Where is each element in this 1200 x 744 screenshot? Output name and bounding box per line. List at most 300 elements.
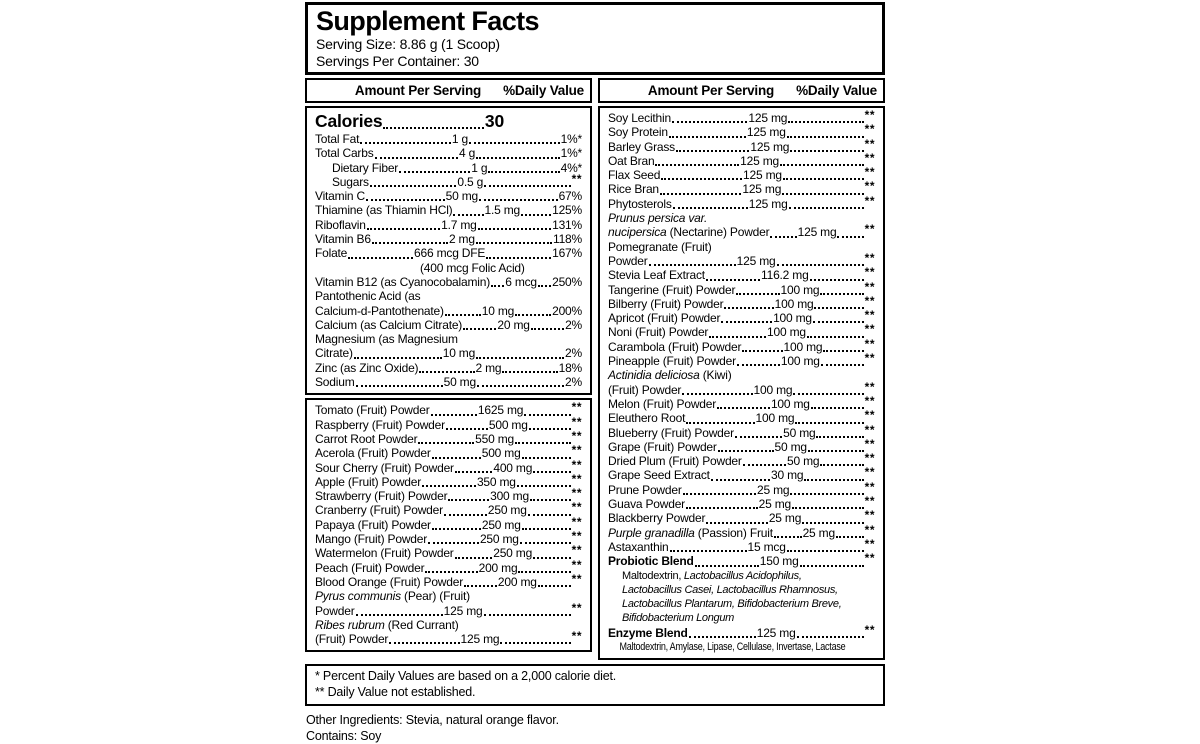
nutrient-name	[608, 440, 717, 454]
nutrient-amount: 100 mg	[783, 339, 823, 354]
nutrient-row	[315, 571, 583, 589]
ingredient-name-text: Calcium (as Calcium Citrate)	[315, 317, 463, 332]
nutrient-row	[608, 308, 875, 326]
fruit-powders-box	[305, 398, 592, 652]
dot-leader	[836, 536, 864, 538]
ingredient-name-text: Total Carbs	[315, 146, 374, 161]
dot-leader	[737, 364, 780, 366]
dot-leader	[500, 642, 570, 644]
dot-leader	[780, 164, 864, 166]
nutrient-name	[315, 561, 424, 575]
nutrient-daily-value: 67%	[558, 189, 582, 204]
ingredient-name-italic: Lactobacillus Casei, Lactobacillus Rhamnosus,	[622, 583, 838, 596]
nutrient-daily-value: 18%	[558, 360, 583, 375]
ingredient-name-italic: Purple granadilla	[608, 525, 695, 540]
nutrient-daily-value: **	[864, 494, 875, 509]
nutrient-name	[315, 418, 445, 432]
nutrient-row	[608, 165, 875, 183]
dot-leader	[517, 485, 571, 487]
nutrient-amount: 250 mg	[487, 503, 527, 518]
nutrient-daily-value: **	[864, 408, 875, 423]
nutrient-name	[608, 526, 773, 540]
dot-leader	[672, 121, 747, 123]
dot-leader	[453, 214, 483, 216]
nutrient-amount: 1625 mg	[477, 403, 524, 418]
nutrient-amount: 125 mg	[460, 632, 500, 647]
nutrient-row	[608, 622, 876, 640]
nutrient-daily-value: **	[864, 265, 875, 280]
nutrient-name	[315, 503, 443, 517]
dot-leader	[670, 550, 747, 552]
nutrient-name-line	[608, 240, 875, 254]
ingredient-name-text: Powder	[608, 253, 648, 268]
nutrient-amount: 30	[484, 111, 504, 131]
ingredient-name-text: (Fruit) Powder	[315, 632, 389, 647]
ingredient-name-text: Sugars	[332, 174, 369, 189]
ingredient-name-text: Stevia Leaf Extract	[608, 268, 705, 283]
nutrient-name	[315, 361, 418, 375]
ingredient-name-text: Maltodextrin,	[622, 569, 684, 582]
nutrient-name	[608, 483, 682, 497]
dot-leader	[823, 350, 863, 352]
nutrient-daily-value: **	[571, 414, 583, 429]
nutrient-amount: 100 mg	[780, 282, 820, 297]
nutrient-row	[608, 250, 876, 268]
nutrient-row	[315, 414, 583, 432]
nutrient-daily-value: 125%	[552, 203, 583, 218]
nutrient-daily-value: **	[571, 443, 582, 458]
ingredient-name-text: Calories	[315, 111, 383, 131]
ingredient-name-italic: Actinidia deliciosa	[608, 368, 700, 383]
dot-leader	[709, 336, 766, 338]
nutrient-amount: 50 mg	[787, 454, 820, 469]
nutrient-name	[315, 146, 374, 160]
dot-leader	[502, 371, 557, 373]
dot-leader	[375, 157, 459, 159]
dot-leader	[782, 193, 863, 195]
nutrient-row	[608, 465, 875, 483]
ingredient-name-text: Prune Powder	[608, 482, 682, 497]
dot-leader	[432, 528, 481, 530]
dot-leader	[655, 164, 739, 166]
nutrient-row	[315, 600, 583, 618]
ingredient-name-text: Raspberry (Fruit) Powder	[315, 417, 445, 432]
nutrient-amount: 25 mg	[802, 525, 835, 540]
dot-leader	[360, 142, 451, 144]
nutrient-daily-value: **	[571, 514, 582, 529]
dot-leader	[476, 357, 564, 359]
contains-statement: Contains: Soy	[306, 729, 382, 744]
nutrient-name	[608, 154, 654, 168]
ingredient-name-text: Folate	[315, 246, 348, 261]
nutrient-row	[608, 436, 875, 454]
nutrient-amount: 125 mg	[746, 125, 786, 140]
nutrient-name	[315, 604, 355, 618]
dot-leader	[721, 321, 772, 323]
nutrient-name	[315, 275, 490, 289]
dot-leader	[777, 264, 864, 266]
ingredient-name-text: Magnesium (as Magnesium	[315, 332, 458, 347]
dot-leader	[432, 457, 481, 459]
dot-leader	[455, 557, 493, 559]
nutrient-name	[608, 111, 671, 125]
ingredient-name-text: (Kiwi)	[699, 368, 732, 383]
nutrient-amount: 116.2 mg	[761, 268, 809, 283]
nutrient-row	[608, 393, 875, 411]
dot-leader	[682, 393, 752, 395]
nutrient-row	[608, 551, 875, 569]
dot-leader	[389, 642, 459, 644]
columns	[305, 78, 885, 660]
ingredient-name-text: Noni (Fruit) Powder	[608, 325, 709, 340]
nutrient-row	[315, 375, 582, 389]
nutrient-daily-value: 250%	[552, 274, 583, 289]
nutrient-row	[608, 408, 875, 426]
nutrient-name	[608, 397, 716, 411]
nutrient-daily-value: 2%	[565, 375, 582, 390]
nutrient-name	[315, 232, 371, 246]
nutrient-row	[315, 457, 583, 475]
ingredient-name-text: Grape (Fruit) Powder	[608, 439, 717, 454]
nutrient-name	[315, 489, 447, 503]
nutrient-row	[315, 486, 583, 504]
nutrient-name-line	[315, 332, 582, 346]
nutrient-row	[608, 422, 876, 440]
ingredient-name-text: Watermelon (Fruit) Powder	[315, 546, 454, 561]
dot-leader	[800, 565, 864, 567]
nutrient-daily-value: **	[864, 508, 876, 523]
footnote-dv-not-established: ** Daily Value not established.	[315, 684, 476, 699]
nutrient-name	[315, 246, 347, 260]
nutrient-amount: 50 mg	[783, 425, 816, 440]
nutrient-row	[608, 522, 875, 540]
nutrient-daily-value: **	[864, 293, 876, 308]
ingredient-name-text: Pomegranate (Fruit)	[608, 239, 712, 254]
nutrient-amount: 1.7 mg	[441, 217, 477, 232]
nutrient-name-line	[608, 368, 875, 382]
nutrient-daily-value: **	[571, 500, 583, 515]
ingredient-name-text: Astaxanthin	[608, 539, 669, 554]
ingredient-name-text: Barley Grass	[608, 139, 675, 154]
dot-leader	[486, 257, 551, 259]
nutrient-row	[315, 346, 582, 360]
dot-leader	[538, 285, 551, 287]
nutrient-row	[315, 189, 582, 203]
nutrient-amount: 15 mcg	[747, 539, 786, 554]
ingredient-name-text: Rice Bran	[608, 182, 659, 197]
nutrient-row	[315, 232, 582, 246]
nutrient-amount: 125 mg	[748, 111, 788, 125]
nutrient-row	[608, 136, 875, 154]
nutrient-amount: 4 g	[459, 146, 476, 161]
dot-leader	[807, 336, 864, 338]
ingredient-name-text: Pineapple (Fruit) Powder	[608, 354, 736, 369]
right-column-header	[598, 78, 885, 103]
nutrient-name	[608, 125, 668, 139]
dot-leader	[742, 350, 782, 352]
dot-leader	[816, 436, 863, 438]
nutrient-amount: 500 mg	[488, 417, 528, 432]
dot-leader	[444, 514, 487, 516]
nutrient-name	[608, 468, 710, 482]
dot-leader	[724, 307, 773, 309]
ingredient-name-text: Apple (Fruit) Powder	[315, 474, 422, 489]
dot-leader	[649, 264, 736, 266]
ingredient-name-text: Sour Cherry (Fruit) Powder	[315, 460, 454, 475]
nutrient-row	[315, 111, 582, 132]
ingredient-name-italic: Prunus persica var.	[608, 211, 708, 226]
nutrient-daily-value: **	[864, 250, 876, 265]
nutrient-row	[315, 304, 582, 318]
dot-leader	[686, 422, 754, 424]
nutrient-daily-value: **	[571, 571, 583, 586]
nutrient-row	[608, 265, 875, 283]
ingredient-name-text: Cranberry (Fruit) Powder	[315, 503, 443, 518]
footnote-box	[305, 664, 885, 706]
nutrient-row	[608, 279, 875, 297]
nutrient-amount: 250 mg	[479, 532, 519, 547]
dot-leader	[530, 499, 571, 501]
nutrient-amount: 100 mg	[755, 411, 795, 426]
ingredient-name-text: (Red Currant)	[384, 617, 459, 632]
nutrient-row	[315, 275, 582, 289]
dot-leader	[419, 371, 474, 373]
nutrient-daily-value: **	[864, 622, 876, 637]
ingredient-name-italic: Bifidobacterium Longum	[622, 612, 735, 625]
nutrient-daily-value: 200%	[552, 303, 583, 318]
dot-leader	[469, 142, 560, 144]
dot-leader	[689, 636, 756, 638]
nutrient-amount: 10 mg	[481, 303, 515, 318]
ingredient-name-text: Enzyme Blend	[608, 625, 688, 640]
nutrient-row	[315, 428, 582, 446]
ingredient-name-text: Tomato (Fruit) Powder	[315, 403, 430, 418]
nutrient-name	[608, 497, 685, 511]
dot-leader	[774, 536, 802, 538]
nutrient-name	[608, 325, 708, 339]
nutrient-amount: 1.5 mg	[484, 203, 521, 218]
nutrient-row	[315, 529, 582, 547]
nutrient-name	[315, 218, 366, 232]
nutrient-row	[315, 361, 582, 375]
dot-leader	[356, 614, 443, 616]
dot-leader	[783, 178, 864, 180]
nutrient-daily-value: **	[864, 136, 875, 151]
dot-leader	[431, 414, 477, 416]
nutrient-name	[608, 283, 735, 297]
footnote-dv-basis: * Percent Daily Values are based on a 2,000 calorie diet.	[315, 669, 617, 684]
nutrient-name	[608, 225, 769, 239]
nutrient-row	[608, 336, 876, 354]
dot-leader	[706, 279, 760, 281]
amount-per-serving-header: Amount Per Serving	[354, 83, 482, 98]
below-label-text	[305, 712, 885, 744]
dot-leader	[790, 493, 863, 495]
ingredient-name-text: Blackberry Powder	[608, 511, 706, 526]
nutrient-amount: 150 mg	[759, 554, 799, 569]
ingredient-name-text: Apricot (Fruit) Powder	[608, 311, 721, 326]
ingredient-name-text: Carambola (Fruit) Powder	[608, 339, 742, 354]
nutrient-amount: 1 g	[451, 132, 468, 146]
nutrient-daily-value: **	[864, 322, 875, 337]
nutrient-daily-value: **	[864, 193, 875, 208]
nutrient-daily-value: **	[571, 428, 582, 443]
nutrient-amount: 25 mg	[758, 497, 791, 512]
nutrient-name	[608, 511, 705, 525]
nutrient-row	[608, 108, 875, 125]
left-column-header	[305, 78, 592, 103]
nutrient-daily-value: 118%	[552, 232, 582, 247]
nutrient-name	[608, 168, 660, 182]
ingredient-name-text: Maltodextrin, Amylase, Lipase, Cellulase, Invertase, Lactase	[619, 640, 846, 653]
dot-leader	[770, 236, 796, 238]
nutrient-sub-line	[315, 261, 582, 275]
dot-leader	[686, 507, 758, 509]
nutrient-amount: 125 mg	[736, 253, 776, 268]
nutrient-amount: 550 mg	[475, 431, 514, 446]
nutrient-daily-value: **	[864, 222, 876, 237]
dot-leader	[808, 450, 864, 452]
ingredient-name-italic: Pyrus communis	[315, 589, 401, 604]
nutrient-daily-value: **	[864, 179, 875, 194]
ingredient-name-text: Vitamin C	[315, 189, 365, 204]
dot-leader	[533, 471, 571, 473]
page-title: Supplement Facts	[316, 6, 539, 36]
nutrient-daily-value: **	[864, 150, 876, 165]
nutrient-row	[315, 514, 582, 532]
nutrient-amount: 100 mg	[767, 325, 806, 340]
nutrient-daily-value: **	[864, 308, 875, 323]
dot-leader	[533, 557, 571, 559]
nutrient-daily-value: 4%*	[560, 160, 583, 175]
nutrition-facts-box	[305, 106, 592, 395]
ingredient-name-italic: Lactobacillus Acidophilus,	[683, 569, 802, 582]
nutrient-amount: 666 mcg DFE	[414, 246, 486, 261]
dot-leader	[366, 199, 445, 201]
nutrient-daily-value: **	[864, 465, 875, 480]
daily-value-header: %Daily Value	[503, 83, 584, 98]
dot-leader	[795, 422, 863, 424]
nutrient-name	[315, 518, 431, 532]
nutrient-row	[315, 443, 582, 461]
ingredient-name-text: Phytosterols	[608, 196, 672, 211]
ingredient-name-text: Guava Powder	[608, 497, 685, 512]
dot-leader	[522, 528, 571, 530]
nutrient-amount: 125 mg	[742, 182, 782, 197]
nutrient-amount: 100 mg	[773, 311, 812, 326]
nutrient-daily-value: **	[864, 122, 876, 137]
nutrient-daily-value: **	[864, 108, 875, 122]
servings-per-container: Servings Per Container: 30	[316, 52, 479, 69]
nutrient-daily-value: **	[864, 451, 875, 466]
dot-leader	[372, 242, 448, 244]
nutrient-name	[608, 311, 720, 325]
nutrient-sub-line	[608, 640, 846, 654]
nutrient-sub-line	[608, 583, 875, 597]
nutrient-row	[315, 161, 582, 175]
nutrient-name	[315, 632, 388, 646]
dot-leader	[522, 457, 571, 459]
nutrient-daily-value: **	[864, 422, 876, 437]
nutrient-row	[608, 508, 876, 526]
ingredient-name-italic: Lactobacillus Plantarum, Bifidobacterium Breve,	[622, 598, 842, 611]
nutrient-amount: 350 mg	[476, 474, 516, 489]
dot-leader	[463, 328, 496, 330]
nutrient-amount: 6 mcg	[505, 274, 537, 289]
ingredient-name-text: Pantothenic Acid (as	[315, 289, 421, 304]
nutrient-name	[608, 268, 705, 282]
nutrient-row	[608, 351, 876, 369]
dot-leader	[484, 185, 571, 187]
ingredient-name-text: (Pear) (Fruit)	[400, 589, 470, 604]
nutrient-sub-line	[608, 611, 875, 625]
nutrient-amount: 200 mg	[478, 560, 518, 575]
nutrient-daily-value: **	[571, 629, 583, 644]
nutrient-amount: 125 mg	[443, 603, 483, 618]
dot-leader	[718, 450, 774, 452]
nutrient-amount: 0.5 g	[457, 174, 484, 189]
nutrient-amount: 125 mg	[740, 153, 779, 168]
ingredient-name-text: Citrate)	[315, 346, 353, 361]
nutrient-daily-value: **	[571, 471, 582, 486]
nutrient-row	[608, 379, 876, 397]
nutrient-name	[608, 540, 669, 554]
dot-leader	[821, 364, 864, 366]
nutrient-daily-value: **	[571, 171, 582, 186]
dot-leader	[356, 385, 443, 387]
ingredient-name-text: Soy Protein	[608, 125, 668, 140]
dot-leader	[804, 479, 863, 481]
nutrient-name-line	[315, 589, 582, 603]
nutrient-sub-line	[608, 569, 875, 583]
nutrient-daily-value: **	[571, 400, 582, 415]
nutrient-daily-value: 2%	[565, 317, 583, 332]
dot-leader	[455, 471, 493, 473]
nutrient-amount: 100 mg	[770, 396, 810, 411]
nutrient-name	[608, 626, 688, 640]
dot-leader	[661, 178, 742, 180]
dot-leader	[787, 136, 864, 138]
nutrient-daily-value: **	[864, 522, 875, 537]
dot-leader	[837, 236, 863, 238]
nutrient-name	[315, 475, 421, 489]
nutrient-row	[315, 246, 582, 260]
nutrient-name	[608, 454, 742, 468]
dot-leader	[683, 493, 756, 495]
nutrient-row	[315, 629, 583, 647]
nutrient-amount: 50 mg	[445, 189, 478, 204]
nutrient-name	[315, 203, 452, 217]
nutrient-row	[608, 536, 876, 554]
nutrient-daily-value: **	[864, 436, 875, 451]
dot-leader	[399, 171, 470, 173]
dot-leader	[370, 185, 457, 187]
dot-leader	[810, 279, 864, 281]
ingredient-name-text: Thiamine (as Thiamin HCl)	[315, 203, 453, 218]
dot-leader	[476, 157, 560, 159]
nutrient-amount: 125 mg	[748, 196, 788, 211]
nutrient-amount: 50 mg	[443, 375, 476, 390]
dot-leader	[793, 393, 863, 395]
dot-leader	[788, 121, 863, 123]
nutrient-amount: 125 mg	[797, 225, 837, 240]
nutrient-name	[608, 354, 736, 368]
nutrient-name	[315, 132, 359, 146]
nutrient-amount: 2 mg	[475, 360, 502, 375]
nutrient-name	[608, 554, 694, 568]
ingredient-name-text: Soy Lecithin	[608, 111, 671, 125]
nutrient-daily-value: **	[571, 529, 582, 544]
